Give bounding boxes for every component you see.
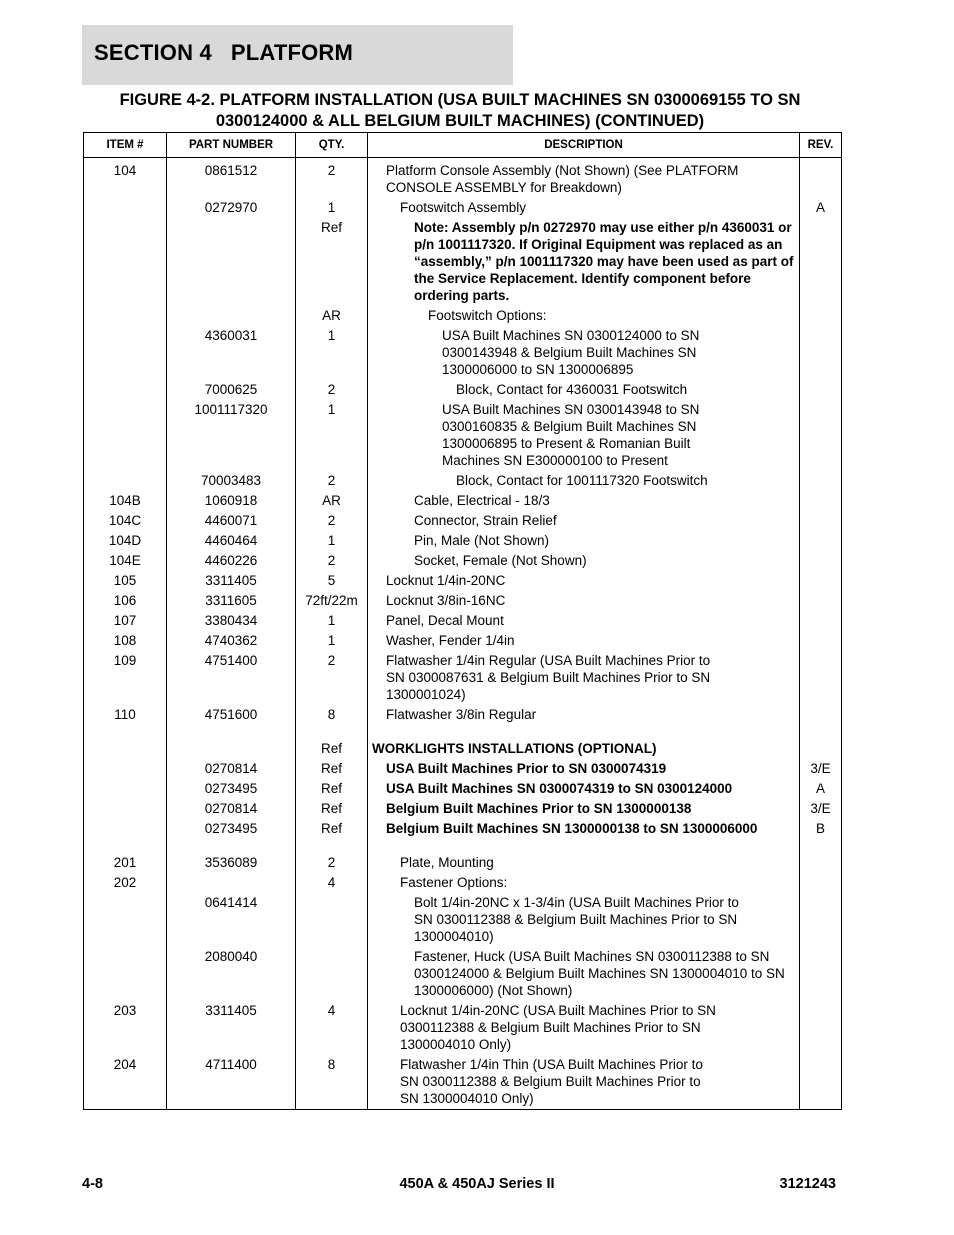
item-cell: [84, 219, 167, 307]
desc-cell: Panel, Decal Mount: [368, 612, 800, 632]
part-cell: [167, 874, 296, 894]
qty-cell: 5: [296, 572, 368, 592]
header-part-number: PART NUMBER: [167, 133, 296, 158]
section-title: SECTION 4 PLATFORM: [94, 40, 354, 65]
rev-cell: 3/E: [800, 800, 842, 820]
desc-cell: Flatwasher 1/4in Regular (USA Built Machines Prior to SN 0300087631 & Belgium Built Machines Prior to SN 1300001024): [368, 652, 800, 706]
desc-cell: Fastener, Huck (USA Built Machines SN 0300112388 to SN 0300124000 & Belgium Built Machines SN 1300004010 to SN 1300006000) (Not Shown): [368, 948, 800, 1002]
qty-cell: 2: [296, 854, 368, 874]
item-cell: [84, 199, 167, 219]
table-spacer-row: [84, 840, 842, 854]
item-cell: [84, 820, 167, 840]
desc-cell: Fastener Options:: [368, 874, 800, 894]
qty-cell: 2: [296, 472, 368, 492]
rev-cell: [800, 854, 842, 874]
item-cell: 104E: [84, 552, 167, 572]
desc-cell: Platform Console Assembly (Not Shown) (See PLATFORM CONSOLE ASSEMBLY for Breakdown): [368, 158, 800, 200]
qty-cell: 1: [296, 199, 368, 219]
qty-cell: 2: [296, 158, 368, 200]
item-cell: 108: [84, 632, 167, 652]
figure-title: [84, 90, 836, 132]
part-cell: 3311405: [167, 572, 296, 592]
table-row: [84, 572, 842, 592]
desc-cell: USA Built Machines Prior to SN 0300074319: [368, 760, 800, 780]
rev-cell: [800, 948, 842, 1002]
table-row: [84, 894, 842, 948]
figure-title-line-2: 0300124000 & ALL BELGIUM BUILT MACHINES) (CONTINUED): [215, 112, 705, 130]
qty-cell: Ref: [296, 219, 368, 307]
part-cell: 3311405: [167, 1002, 296, 1056]
desc-cell: Connector, Strain Relief: [368, 512, 800, 532]
desc-cell: Cable, Electrical - 18/3: [368, 492, 800, 512]
rev-cell: [800, 401, 842, 472]
table-row: [84, 401, 842, 472]
desc-cell: USA Built Machines SN 0300143948 to SN 0300160835 & Belgium Built Machines SN 1300006895 to Present & Romanian Built Machines SN E300000100 to Present: [368, 401, 800, 472]
header-rev: REV.: [800, 133, 842, 158]
item-cell: [84, 760, 167, 780]
qty-cell: 2: [296, 512, 368, 532]
part-cell: 0861512: [167, 158, 296, 200]
header-qty: QTY.: [296, 133, 368, 158]
table-header-row: [84, 133, 842, 158]
item-cell: 202: [84, 874, 167, 894]
part-cell: 3380434: [167, 612, 296, 632]
item-cell: [84, 307, 167, 327]
table-row: [84, 780, 842, 800]
desc-cell: Locknut 3/8in-16NC: [368, 592, 800, 612]
table-row: [84, 874, 842, 894]
table-row: [84, 800, 842, 820]
qty-cell: 1: [296, 327, 368, 381]
rev-cell: [800, 472, 842, 492]
item-cell: 201: [84, 854, 167, 874]
desc-cell: Pin, Male (Not Shown): [368, 532, 800, 552]
part-cell: 4460464: [167, 532, 296, 552]
part-cell: 4360031: [167, 327, 296, 381]
qty-cell: 1: [296, 401, 368, 472]
table-row: [84, 612, 842, 632]
item-cell: 107: [84, 612, 167, 632]
part-cell: 1001117320: [167, 401, 296, 472]
rev-cell: [800, 740, 842, 760]
part-cell: 4751400: [167, 652, 296, 706]
table-row: [84, 740, 842, 760]
table-row: [84, 532, 842, 552]
desc-cell: Flatwasher 3/8in Regular: [368, 706, 800, 726]
part-cell: [167, 740, 296, 760]
rev-cell: [800, 532, 842, 552]
table-row: [84, 632, 842, 652]
figure-title-line-1: FIGURE 4-2. PLATFORM INSTALLATION (USA BUILT MACHINES SN 0300069155 TO SN: [119, 91, 801, 109]
table-row: [84, 492, 842, 512]
table-row: [84, 219, 842, 307]
item-cell: [84, 740, 167, 760]
part-cell: 0273495: [167, 780, 296, 800]
qty-cell: Ref: [296, 800, 368, 820]
item-cell: 104: [84, 158, 167, 200]
group-heading-cell: WORKLIGHTS INSTALLATIONS (OPTIONAL): [368, 740, 800, 760]
desc-cell: USA Built Machines SN 0300074319 to SN 0300124000: [368, 780, 800, 800]
desc-cell: USA Built Machines SN 0300124000 to SN 0300143948 & Belgium Built Machines SN 1300006000 to SN 1300006895: [368, 327, 800, 381]
table-row: [84, 706, 842, 726]
item-cell: [84, 948, 167, 1002]
part-cell: 70003483: [167, 472, 296, 492]
table-row: [84, 948, 842, 1002]
rev-cell: [800, 381, 842, 401]
header-item: ITEM #: [84, 133, 167, 158]
qty-cell: 2: [296, 552, 368, 572]
part-cell: [167, 307, 296, 327]
table-row: [84, 652, 842, 706]
part-cell: 4751600: [167, 706, 296, 726]
qty-cell: [296, 894, 368, 948]
parts-table: [83, 132, 842, 1110]
table-row: [84, 472, 842, 492]
item-cell: 104B: [84, 492, 167, 512]
rev-cell: [800, 572, 842, 592]
qty-cell: Ref: [296, 780, 368, 800]
rev-cell: [800, 492, 842, 512]
item-cell: [84, 327, 167, 381]
qty-cell: AR: [296, 307, 368, 327]
desc-cell: Plate, Mounting: [368, 854, 800, 874]
rev-cell: [800, 1002, 842, 1056]
table-spacer-row: [84, 726, 842, 740]
item-cell: [84, 401, 167, 472]
desc-cell: Footswitch Options:: [368, 307, 800, 327]
qty-cell: 4: [296, 874, 368, 894]
item-cell: [84, 472, 167, 492]
table-row: [84, 820, 842, 840]
rev-cell: [800, 327, 842, 381]
rev-cell: A: [800, 199, 842, 219]
page-number: 4-8: [82, 1176, 103, 1192]
table-row: [84, 1002, 842, 1056]
item-cell: 104C: [84, 512, 167, 532]
table-row: [84, 158, 842, 200]
table-row: [84, 760, 842, 780]
rev-cell: [800, 1056, 842, 1110]
item-cell: [84, 381, 167, 401]
part-cell: 3536089: [167, 854, 296, 874]
qty-cell: 1: [296, 532, 368, 552]
desc-cell: Locknut 1/4in-20NC: [368, 572, 800, 592]
desc-cell: Block, Contact for 4360031 Footswitch: [368, 381, 800, 401]
table-row: [84, 199, 842, 219]
part-cell: 0270814: [167, 760, 296, 780]
table-row: [84, 307, 842, 327]
rev-cell: [800, 632, 842, 652]
qty-cell: 1: [296, 612, 368, 632]
rev-cell: [800, 592, 842, 612]
item-cell: 110: [84, 706, 167, 726]
item-cell: 106: [84, 592, 167, 612]
part-cell: 4711400: [167, 1056, 296, 1110]
table-row: [84, 552, 842, 572]
table-row: [84, 592, 842, 612]
qty-cell: 2: [296, 381, 368, 401]
desc-cell: Block, Contact for 1001117320 Footswitch: [368, 472, 800, 492]
item-cell: 203: [84, 1002, 167, 1056]
item-cell: 204: [84, 1056, 167, 1110]
item-cell: [84, 780, 167, 800]
part-cell: 0273495: [167, 820, 296, 840]
desc-cell: Belgium Built Machines Prior to SN 1300000138: [368, 800, 800, 820]
part-cell: 4460071: [167, 512, 296, 532]
rev-cell: 3/E: [800, 760, 842, 780]
part-cell: 1060918: [167, 492, 296, 512]
part-cell: 0270814: [167, 800, 296, 820]
table-row: [84, 327, 842, 381]
qty-cell: 2: [296, 652, 368, 706]
model-name: 450A & 450AJ Series II: [399, 1176, 555, 1192]
header-description: DESCRIPTION: [368, 133, 800, 158]
desc-cell: Socket, Female (Not Shown): [368, 552, 800, 572]
qty-cell: 8: [296, 706, 368, 726]
rev-cell: [800, 512, 842, 532]
part-cell: 0272970: [167, 199, 296, 219]
item-cell: 109: [84, 652, 167, 706]
desc-cell: Bolt 1/4in-20NC x 1-3/4in (USA Built Machines Prior to SN 0300112388 & Belgium Built Machines Prior to SN 1300004010): [368, 894, 800, 948]
item-cell: [84, 800, 167, 820]
item-cell: 105: [84, 572, 167, 592]
part-cell: 0641414: [167, 894, 296, 948]
rev-cell: A: [800, 780, 842, 800]
table-row: [84, 381, 842, 401]
part-cell: 3311605: [167, 592, 296, 612]
qty-cell: Ref: [296, 740, 368, 760]
rev-cell: [800, 307, 842, 327]
part-cell: [167, 219, 296, 307]
table-row: [84, 1056, 842, 1110]
document-number: 3121243: [779, 1176, 836, 1192]
rev-cell: [800, 219, 842, 307]
qty-cell: 8: [296, 1056, 368, 1110]
item-cell: [84, 894, 167, 948]
qty-cell: 4: [296, 1002, 368, 1056]
rev-cell: [800, 894, 842, 948]
part-cell: 2080040: [167, 948, 296, 1002]
qty-cell: 72ft/22m: [296, 592, 368, 612]
rev-cell: [800, 158, 842, 200]
rev-cell: [800, 612, 842, 632]
rev-cell: [800, 874, 842, 894]
part-cell: 4460226: [167, 552, 296, 572]
desc-cell: Flatwasher 1/4in Thin (USA Built Machines Prior to SN 0300112388 & Belgium Built Machines Prior to SN 1300004010 Only): [368, 1056, 800, 1110]
rev-cell: [800, 652, 842, 706]
qty-cell: 1: [296, 632, 368, 652]
qty-cell: Ref: [296, 760, 368, 780]
note-cell: Note: Assembly p/n 0272970 may use either p/n 4360031 or p/n 1001117320. If Original Equipment was replaced as an “assembly,” p/n 1001117320 may have been used as part of the Service Replacement. Identify component before ordering parts.: [368, 219, 800, 307]
table-row: [84, 854, 842, 874]
rev-cell: [800, 552, 842, 572]
rev-cell: [800, 706, 842, 726]
qty-cell: [296, 948, 368, 1002]
item-cell: 104D: [84, 532, 167, 552]
part-cell: 7000625: [167, 381, 296, 401]
table-row: [84, 512, 842, 532]
qty-cell: AR: [296, 492, 368, 512]
qty-cell: Ref: [296, 820, 368, 840]
rev-cell: B: [800, 820, 842, 840]
desc-cell: Footswitch Assembly: [368, 199, 800, 219]
desc-cell: Washer, Fender 1/4in: [368, 632, 800, 652]
part-cell: 4740362: [167, 632, 296, 652]
desc-cell: Locknut 1/4in-20NC (USA Built Machines Prior to SN 0300112388 & Belgium Built Machines Prior to SN 1300004010 Only): [368, 1002, 800, 1056]
desc-cell: Belgium Built Machines SN 1300000138 to SN 1300006000: [368, 820, 800, 840]
